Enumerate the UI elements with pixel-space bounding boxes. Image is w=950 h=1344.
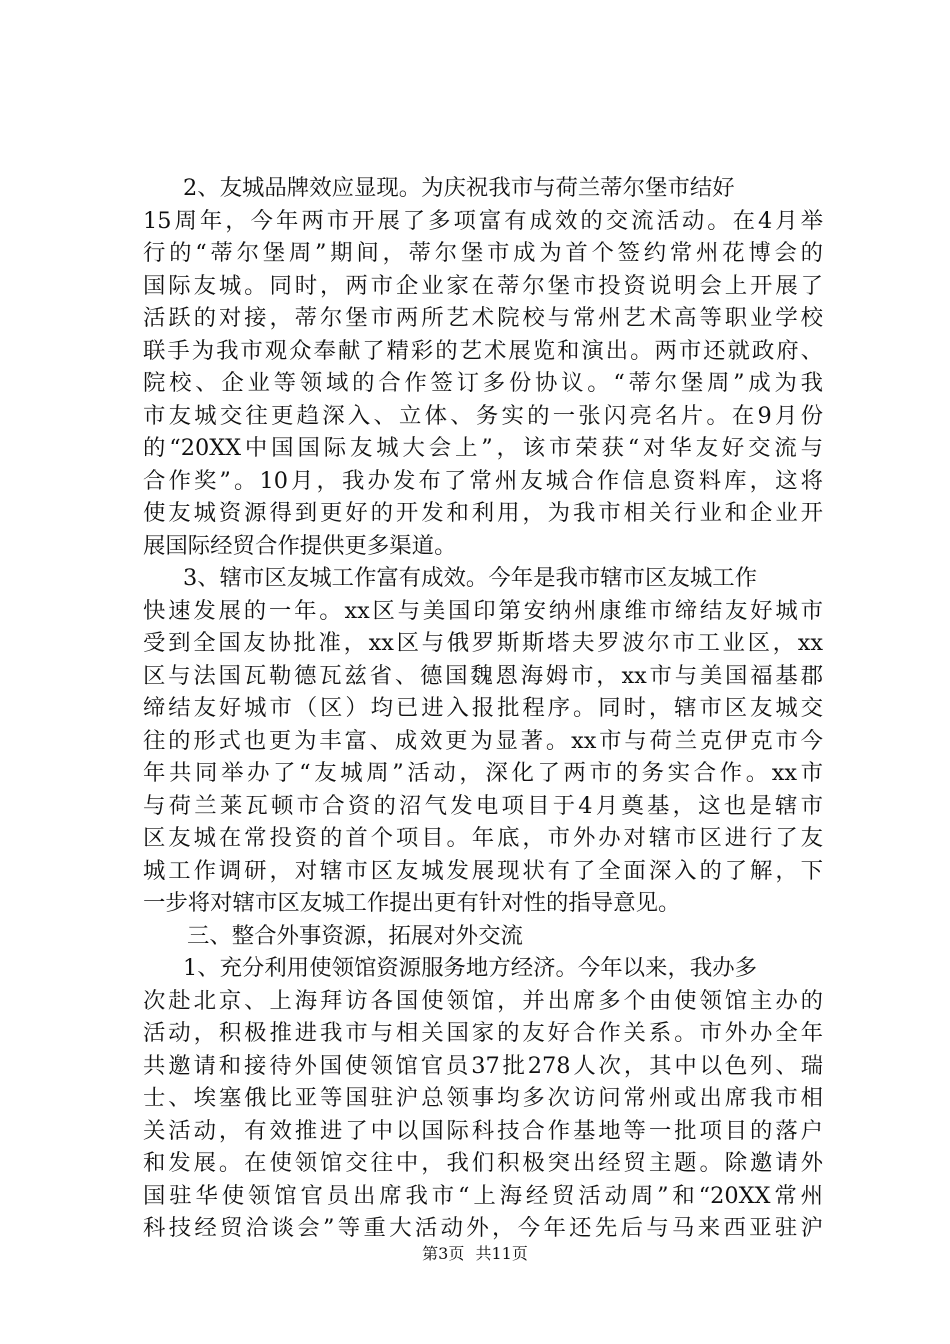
text-line: 区与法国瓦勒德瓦兹省、德国魏恩海姆市，xx市与美国福基郡 bbox=[143, 662, 823, 689]
text-line: 的“20XX中国国际友城大会上”，该市荣获“对华友好交流与 bbox=[143, 435, 823, 461]
text-line: 行的“蒂尔堡周”期间，蒂尔堡市成为首个签约常州花博会的 bbox=[143, 240, 823, 266]
page-footer bbox=[0, 1244, 950, 1264]
text-line: 关活动，有效推进了中以国际科技合作基地等一批项目的落户 bbox=[143, 1117, 823, 1144]
text-line: 士、埃塞俄比亚等国驻沪总领事均多次访问常州或出席我市相 bbox=[143, 1085, 823, 1111]
text-line: 2、友城品牌效应显现。为庆祝我市与荷兰蒂尔堡市结好 bbox=[183, 175, 735, 201]
text-line: 一步将对辖市区友城工作提出更有针对性的指导意见。 bbox=[143, 890, 681, 916]
text-line: 活跃的对接，蒂尔堡市两所艺术院校与常州艺术高等职业学校 bbox=[143, 305, 823, 331]
page-total: 共11页 bbox=[475, 1244, 528, 1263]
text-line: 1、充分利用使领馆资源服务地方经济。今年以来，我办多 bbox=[183, 955, 758, 981]
text-line: 国驻华使领馆官员出席我市“上海经贸活动周”和“20XX常州 bbox=[143, 1182, 823, 1209]
document-body bbox=[143, 172, 823, 1245]
text-line: 往的形式也更为丰富、成效更为显著。xx市与荷兰克伊克市今 bbox=[143, 727, 823, 754]
text-line: 与荷兰莱瓦顿市合资的沼气发电项目于4月奠基，这也是辖市 bbox=[143, 792, 823, 819]
text-line: 市友城交往更趋深入、立体、务实的一张闪亮名片。在9月份 bbox=[143, 402, 823, 429]
text-line: 合作奖”。10月，我办发布了常州友城合作信息资料库，这将 bbox=[143, 467, 823, 494]
text-line: 受到全国友协批准，xx区与俄罗斯斯塔夫罗波尔市工业区，xx bbox=[143, 630, 823, 656]
text-line: 快速发展的一年。xx区与美国印第安纳州康维市缔结友好城市 bbox=[143, 597, 823, 624]
text-line: 活动，积极推进我市与相关国家的友好合作关系。市外办全年 bbox=[143, 1020, 823, 1046]
page-number: 第3页 bbox=[422, 1244, 465, 1263]
text-line: 次赴北京、上海拜访各国使领馆，并出席多个由使领馆主办的 bbox=[143, 987, 823, 1014]
text-line: 展国际经贸合作提供更多渠道。 bbox=[143, 532, 457, 559]
text-line: 年共同举办了“友城周”活动，深化了两市的务实合作。xx市 bbox=[143, 760, 823, 786]
text-line: 院校、企业等领域的合作签订多份协议。“蒂尔堡周”成为我 bbox=[143, 370, 823, 396]
text-line: 科技经贸洽谈会”等重大活动外，今年还先后与马来西亚驻沪 bbox=[143, 1215, 823, 1241]
text-line: 区友城在常投资的首个项目。年底，市外办对辖市区进行了友 bbox=[143, 825, 823, 851]
text-line: 国际友城。同时，两市企业家在蒂尔堡市投资说明会上开展了 bbox=[143, 272, 823, 299]
text-line: 联手为我市观众奉献了精彩的艺术展览和演出。两市还就政府、 bbox=[143, 337, 823, 364]
text-line: 15周年，今年两市开展了多项富有成效的交流活动。在4月举 bbox=[143, 207, 823, 234]
text-line: 三、整合外事资源，拓展对外交流 bbox=[187, 922, 523, 949]
text-line: 共邀请和接待外国使领馆官员37批278人次，其中以色列、瑞 bbox=[143, 1052, 823, 1079]
text-line: 缔结友好城市（区）均已进入报批程序。同时，辖市区友城交 bbox=[143, 695, 823, 721]
text-line: 使友城资源得到更好的开发和利用，为我市相关行业和企业开 bbox=[143, 500, 823, 526]
text-line: 城工作调研，对辖市区友城发展现状有了全面深入的了解，下 bbox=[143, 857, 823, 884]
text-line: 和发展。在使领馆交往中，我们积极突出经贸主题。除邀请外 bbox=[143, 1150, 823, 1176]
text-line: 3、辖市区友城工作富有成效。今年是我市辖市区友城工作 bbox=[183, 565, 758, 591]
